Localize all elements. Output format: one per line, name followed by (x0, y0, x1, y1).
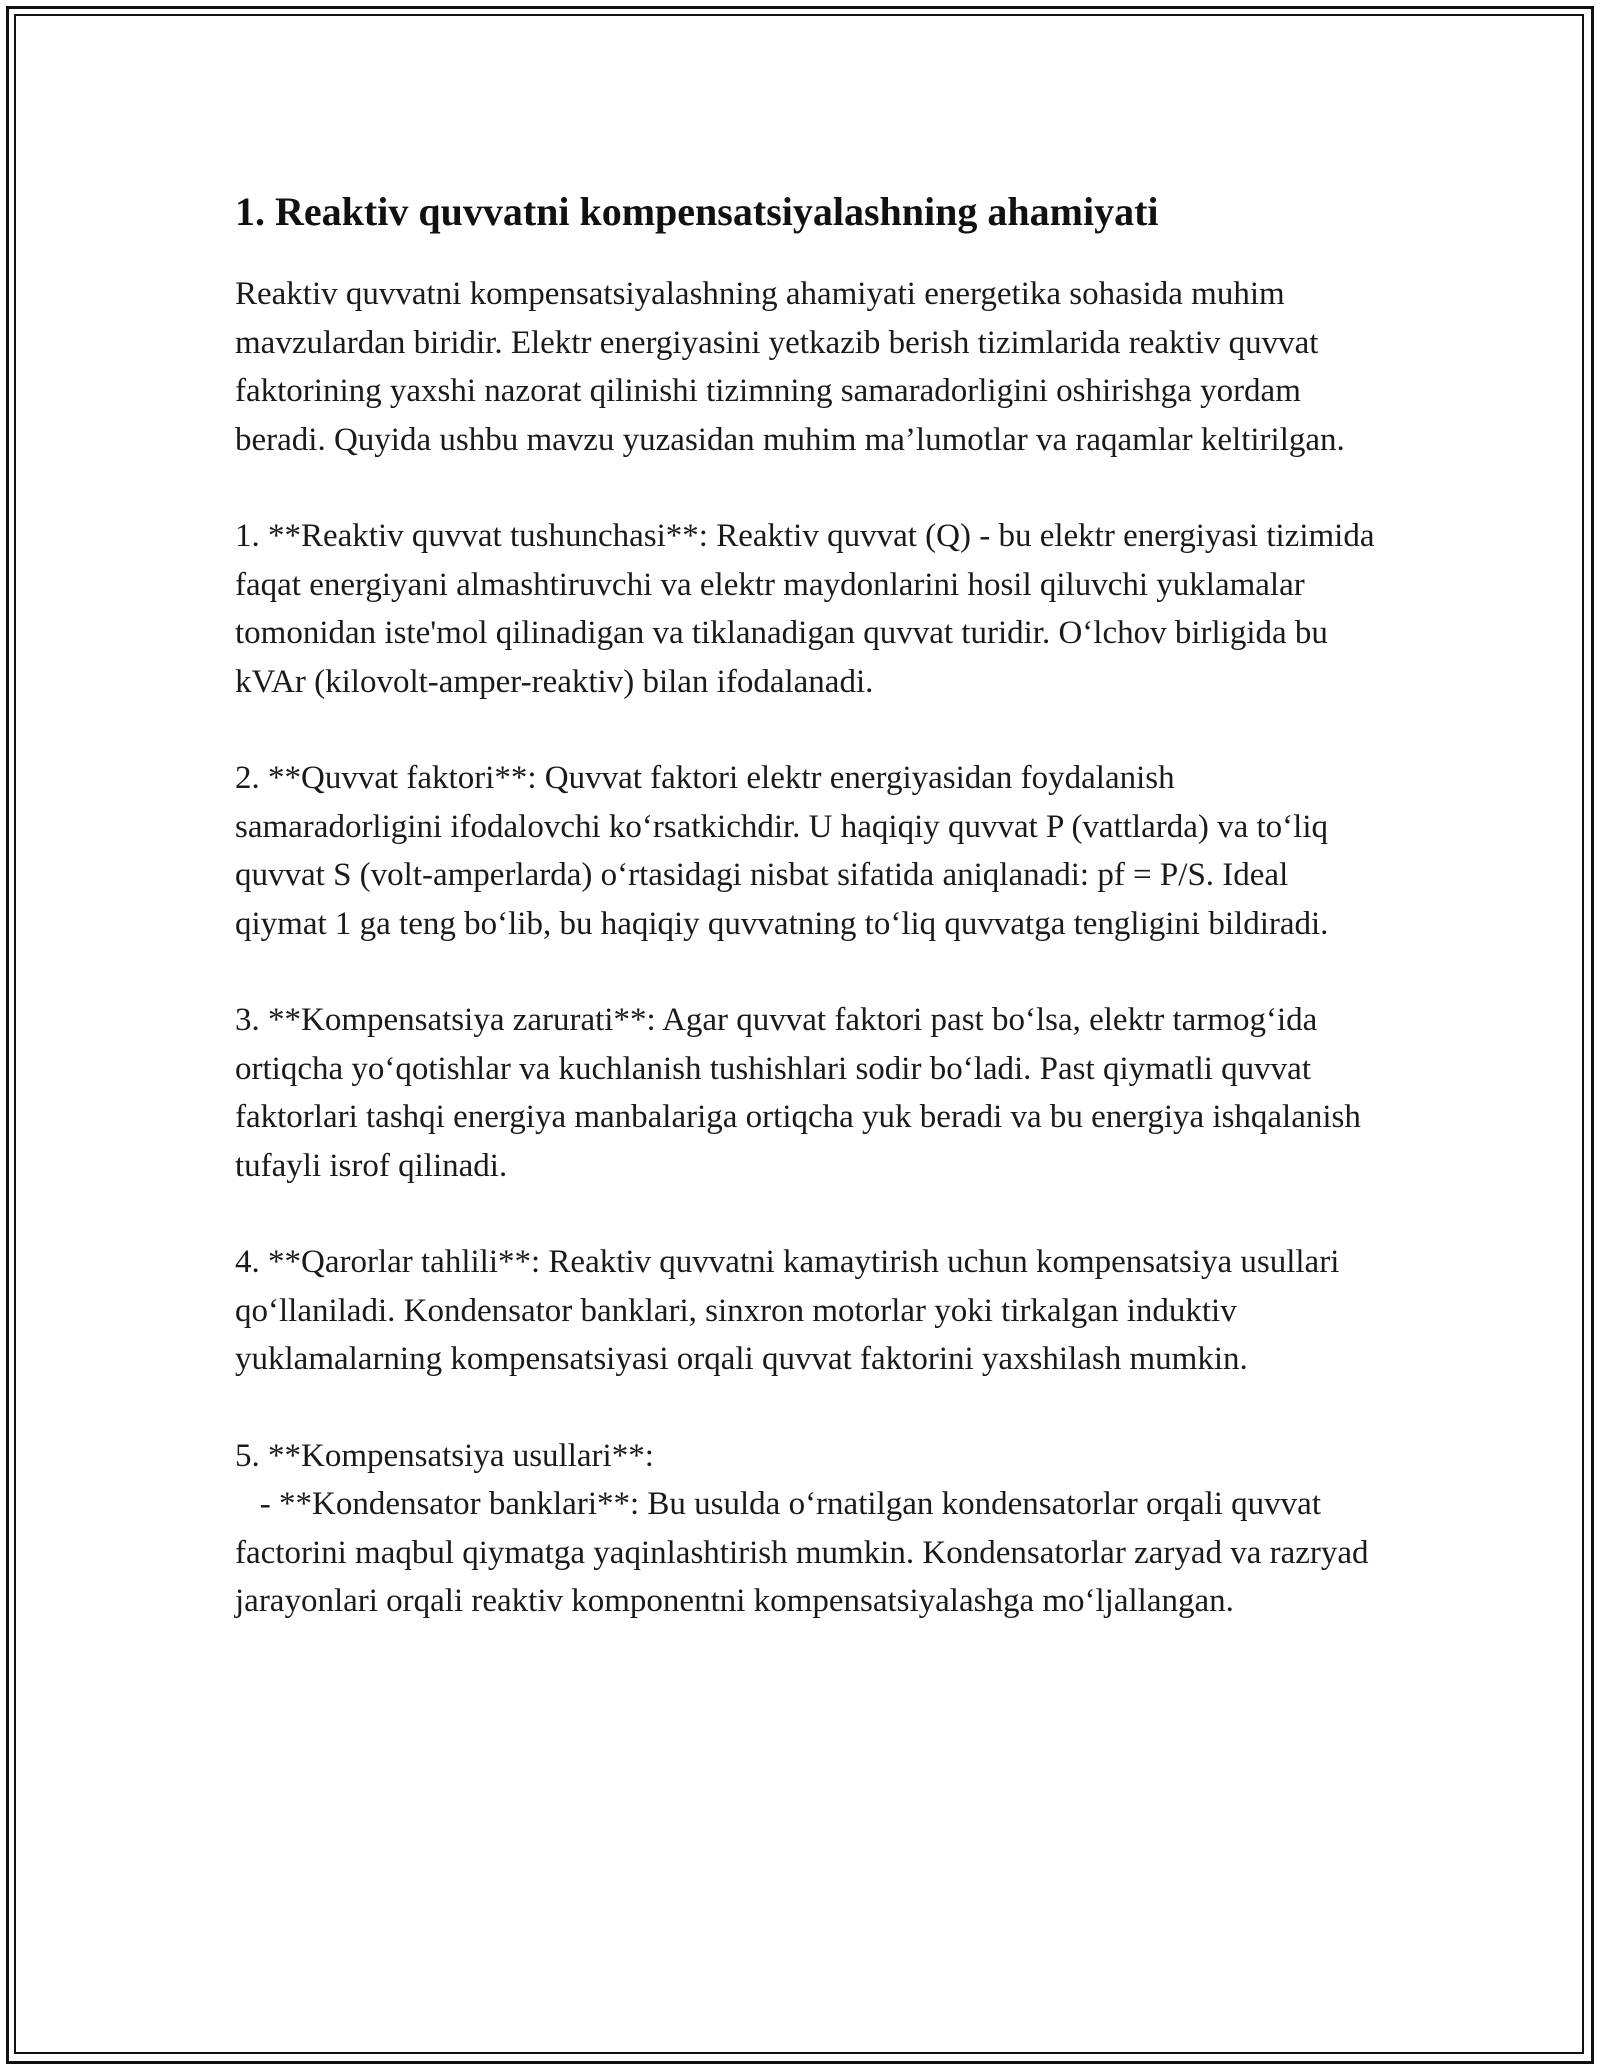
paragraph-reactive-power-concept: 1. **Reaktiv quvvat tushunchasi**: Reaktiv quvvat (Q) - bu elektr energiyasi tizimida faqat energiyani almashtiruvchi va elektr maydonlarini hosil qiluvchi yuklamalar tomonidan iste'mol qilinadigan va tiklanadigan quvvat turidir. O‘lchov birligida bu kVAr (kilovolt-amper-reaktiv) bilan ifodalanadi. (235, 518, 1383, 700)
paragraph-compensation-need: 3. **Kompensatsiya zarurati**: Agar quvvat faktori past bo‘lsa, elektr tarmog‘ida ortiqcha yo‘qotishlar va kuchlanish tushishlari sodir bo‘ladi. Past qiymatli quvvat faktorlari tashqi energiya manbalariga ortiqcha yuk beradi va bu energiya ishqalanish tufayli isrof qilinadi. (235, 1002, 1370, 1184)
paragraph-power-factor: 2. **Quvvat faktori**: Quvvat faktori elektr energiyasidan foydalanish samaradorligini ifodalovchi ko‘rsatkichdir. U haqiqiy quvvat P (vattlarda) va to‘liq quvvat S (volt-amperlarda) o‘rtasidagi nisbat sifatida aniqlanadi: pf = P/S. Ideal qiymat 1 ga teng bo‘lib, bu haqiqiy quvvatning to‘liq quvvatga tengligini bildiradi. (235, 760, 1337, 942)
document-title: 1. Reaktiv quvvatni kompensatsiyalashning ahamiyati (235, 189, 1159, 234)
intro-paragraph: Reaktiv quvvatni kompensatsiyalashning ahamiyati energetika sohasida muhim mavzulardan biridir. Elektr energiyasini yetkazib berish tizimlarida reaktiv quvvat faktorining yaxshi nazorat qilinishi tizimning samaradorligini oshirishga yordam beradi. Quyida ushbu mavzu yuzasidan muhim ma’lumotlar va raqamlar keltirilgan. (235, 276, 1345, 458)
paragraph-compensation-methods: 5. **Kompensatsiya usullari**: - **Kondensator banklari**: Bu usulda o‘rnatilgan kondensatorlar orqali quvvat factorini maqbul qiymatga yaqinlashtirish mumkin. Kondensatorlar zaryad va razryad jarayonlari orqali reaktiv komponentni kompensatsiyalashga mo‘ljallangan. (235, 1437, 1369, 1619)
document-body (235, 186, 1383, 1674)
paragraph-decision-analysis: 4. **Qarorlar tahlili**: Reaktiv quvvatni kamaytirish uchun kompensatsiya usullari qo‘llaniladi. Kondensator banklari, sinxron motorlar yoki tirkalgan induktiv yuklamalarning kompensatsiyasi orqali quvvat faktorini yaxshilash mumkin. (235, 1244, 1348, 1377)
